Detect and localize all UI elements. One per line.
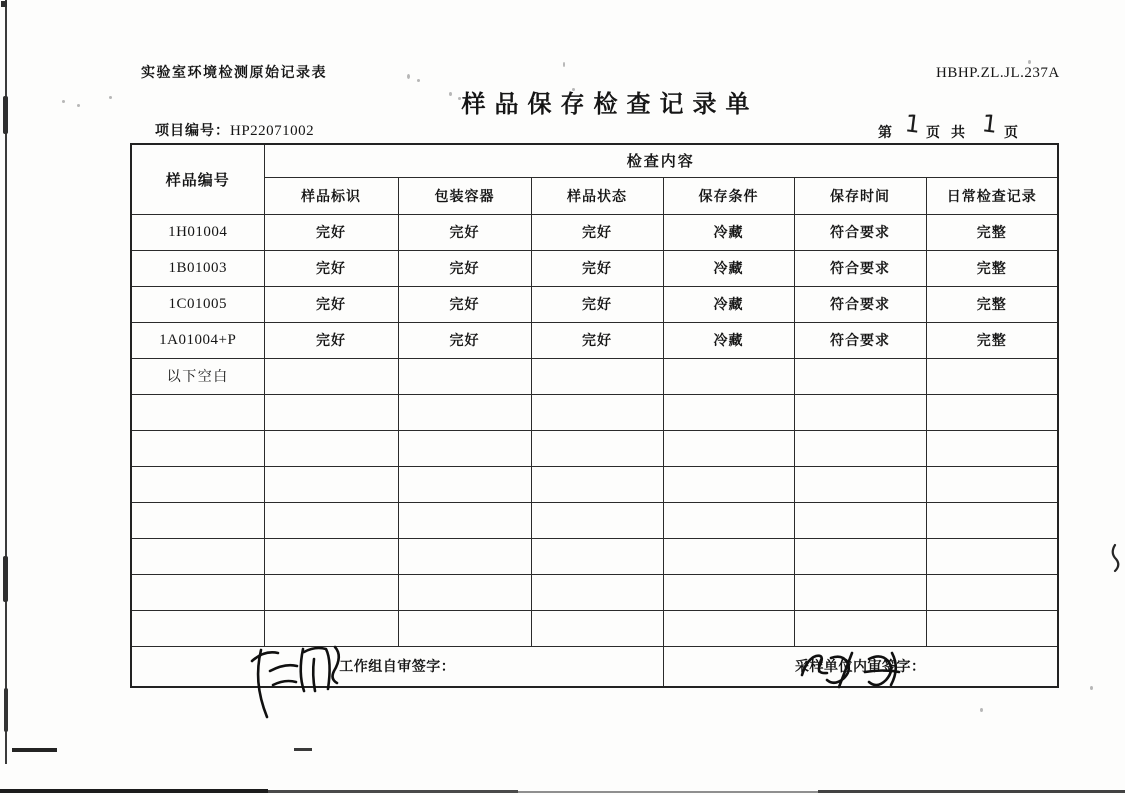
sub-header-sample-state: 样品状态 xyxy=(531,177,663,214)
check-value-cell xyxy=(264,394,398,430)
scan-blob-left-lower xyxy=(4,688,8,732)
check-value-cell xyxy=(398,610,531,646)
table-row xyxy=(131,430,1058,466)
check-value-cell: 完整 xyxy=(926,250,1058,286)
table-header xyxy=(131,144,1058,214)
check-value-cell xyxy=(264,574,398,610)
table-row xyxy=(131,394,1058,430)
check-value-cell: 冷藏 xyxy=(663,286,794,322)
check-value-cell: 完好 xyxy=(531,286,663,322)
scan-dash-bottom-center xyxy=(294,748,312,751)
page-prefix-label: 第 xyxy=(878,126,892,141)
check-value-cell xyxy=(264,466,398,502)
scan-speck xyxy=(449,92,452,96)
project-number-label: 项目编号： xyxy=(155,124,230,139)
table-row xyxy=(131,466,1058,502)
check-value-cell xyxy=(663,358,794,394)
sub-header-sample-id-mark: 样品标识 xyxy=(264,177,398,214)
scan-speck xyxy=(417,79,420,82)
table-row xyxy=(131,322,1058,358)
check-value-cell xyxy=(663,466,794,502)
check-value-cell xyxy=(663,394,794,430)
check-value-cell xyxy=(926,502,1058,538)
workgroup-signature-cell xyxy=(131,646,663,687)
check-value-cell xyxy=(264,538,398,574)
check-value-cell: 完好 xyxy=(398,250,531,286)
scan-blob-left-middle xyxy=(3,556,8,602)
check-value-cell xyxy=(663,610,794,646)
check-value-cell: 冷藏 xyxy=(663,322,794,358)
sample-id-cell xyxy=(131,394,264,430)
scan-bottom-bar-1 xyxy=(0,789,268,793)
check-value-cell xyxy=(264,610,398,646)
check-value-cell xyxy=(663,574,794,610)
corner-header-cell: 样品编号 xyxy=(131,144,264,214)
group-header-cell: 检查内容 xyxy=(264,144,1058,177)
check-value-cell: 完整 xyxy=(926,322,1058,358)
scan-speck xyxy=(980,708,983,712)
check-value-cell xyxy=(398,574,531,610)
check-value-cell xyxy=(264,358,398,394)
check-value-cell xyxy=(531,466,663,502)
check-value-cell xyxy=(926,466,1058,502)
table-row xyxy=(131,286,1058,322)
sub-header-storage-time: 保存时间 xyxy=(794,177,926,214)
scan-dash-bottom-left xyxy=(12,748,57,752)
check-value-cell: 冷藏 xyxy=(663,250,794,286)
check-value-cell xyxy=(531,574,663,610)
page-conj-label: 共 xyxy=(951,126,965,141)
page-unit-label-1: 页 xyxy=(926,126,940,141)
check-value-cell xyxy=(794,502,926,538)
check-value-cell xyxy=(531,430,663,466)
scan-speck xyxy=(77,104,80,107)
check-value-cell xyxy=(926,574,1058,610)
sample-check-table xyxy=(130,143,1059,688)
sample-id-cell xyxy=(131,574,264,610)
sub-header-daily-check: 日常检查记录 xyxy=(926,177,1058,214)
table-row xyxy=(131,250,1058,286)
sample-id-cell: 1B01003 xyxy=(131,250,264,286)
check-value-cell xyxy=(398,466,531,502)
check-value-cell xyxy=(398,394,531,430)
check-value-cell xyxy=(926,538,1058,574)
check-value-cell xyxy=(794,574,926,610)
scan-speck xyxy=(1028,60,1031,64)
sampling-unit-signature-cell xyxy=(663,646,1058,687)
page-unit-label-2: 页 xyxy=(1004,126,1018,141)
check-value-cell xyxy=(531,538,663,574)
check-value-cell: 符合要求 xyxy=(794,250,926,286)
check-value-cell: 符合要求 xyxy=(794,322,926,358)
check-value-cell: 完好 xyxy=(398,286,531,322)
check-value-cell xyxy=(531,610,663,646)
scan-speck xyxy=(572,88,575,91)
check-value-cell xyxy=(794,538,926,574)
scan-hook-right-edge xyxy=(1106,543,1122,573)
check-value-cell xyxy=(794,430,926,466)
table-row xyxy=(131,574,1058,610)
check-value-cell: 完好 xyxy=(531,322,663,358)
scan-bottom-bar-2 xyxy=(268,790,518,793)
sample-id-cell xyxy=(131,466,264,502)
table-row xyxy=(131,502,1058,538)
page-current-handwritten: 1 xyxy=(903,109,922,139)
scan-bottom-bar-4 xyxy=(818,790,1125,793)
check-value-cell xyxy=(926,430,1058,466)
table-row xyxy=(131,214,1058,250)
check-value-cell xyxy=(794,358,926,394)
check-value-cell: 完好 xyxy=(398,214,531,250)
sample-id-cell xyxy=(131,502,264,538)
check-value-cell: 冷藏 xyxy=(663,214,794,250)
scan-blob-left-upper xyxy=(3,96,8,134)
scan-speck xyxy=(62,100,65,103)
check-value-cell: 完好 xyxy=(531,214,663,250)
scan-speck xyxy=(563,62,565,67)
sample-id-cell: 以下空白 xyxy=(131,358,264,394)
document-code: HBHP.ZL.JL.237A xyxy=(936,65,1060,81)
table-body xyxy=(131,214,1058,646)
sample-id-cell xyxy=(131,610,264,646)
check-value-cell xyxy=(794,394,926,430)
check-value-cell: 完好 xyxy=(264,286,398,322)
check-value-cell: 完好 xyxy=(264,250,398,286)
check-value-cell xyxy=(531,358,663,394)
page-title: 样品保存检查记录单 xyxy=(461,92,759,118)
page-total-handwritten: 1 xyxy=(980,109,999,139)
check-value-cell xyxy=(926,394,1058,430)
check-value-cell xyxy=(794,466,926,502)
project-number-value: HP22071002 xyxy=(230,123,315,139)
check-value-cell: 完好 xyxy=(531,250,663,286)
check-value-cell xyxy=(663,502,794,538)
check-value-cell xyxy=(264,502,398,538)
check-value-cell xyxy=(663,538,794,574)
check-value-cell xyxy=(398,538,531,574)
sample-id-cell xyxy=(131,430,264,466)
check-value-cell xyxy=(531,502,663,538)
project-number-line xyxy=(155,120,314,140)
sample-id-cell: 1H01004 xyxy=(131,214,264,250)
check-value-cell xyxy=(398,358,531,394)
scan-speck xyxy=(458,97,461,100)
check-value-cell: 完好 xyxy=(264,214,398,250)
check-value-cell xyxy=(398,430,531,466)
scan-speck xyxy=(407,74,410,79)
sample-id-cell: 1C01005 xyxy=(131,286,264,322)
check-value-cell xyxy=(794,610,926,646)
check-value-cell: 符合要求 xyxy=(794,214,926,250)
check-value-cell: 完好 xyxy=(264,322,398,358)
sample-id-cell xyxy=(131,538,264,574)
check-value-cell: 完整 xyxy=(926,214,1058,250)
table-row xyxy=(131,538,1058,574)
check-value-cell: 符合要求 xyxy=(794,286,926,322)
scan-speck xyxy=(109,96,112,99)
sample-id-cell: 1A01004+P xyxy=(131,322,264,358)
scan-speck xyxy=(1090,686,1093,690)
table-footer xyxy=(131,646,1058,687)
sub-header-container: 包装容器 xyxy=(398,177,531,214)
check-value-cell: 完好 xyxy=(398,322,531,358)
form-type-heading: 实验室环境检测原始记录表 xyxy=(141,66,327,81)
table-row xyxy=(131,610,1058,646)
workgroup-signature-label: 工作组自审签字： xyxy=(339,660,456,676)
scan-speck-top-left xyxy=(1,1,7,7)
check-value-cell xyxy=(926,610,1058,646)
check-value-cell xyxy=(531,394,663,430)
scan-bottom-bar-3 xyxy=(518,791,818,793)
table-row xyxy=(131,358,1058,394)
check-value-cell xyxy=(663,430,794,466)
check-value-cell xyxy=(926,358,1058,394)
check-value-cell: 完整 xyxy=(926,286,1058,322)
check-value-cell xyxy=(398,502,531,538)
sub-header-storage-condition: 保存条件 xyxy=(663,177,794,214)
check-value-cell xyxy=(264,430,398,466)
sampling-unit-signature-label: 采样单位内审签字： xyxy=(795,660,926,676)
